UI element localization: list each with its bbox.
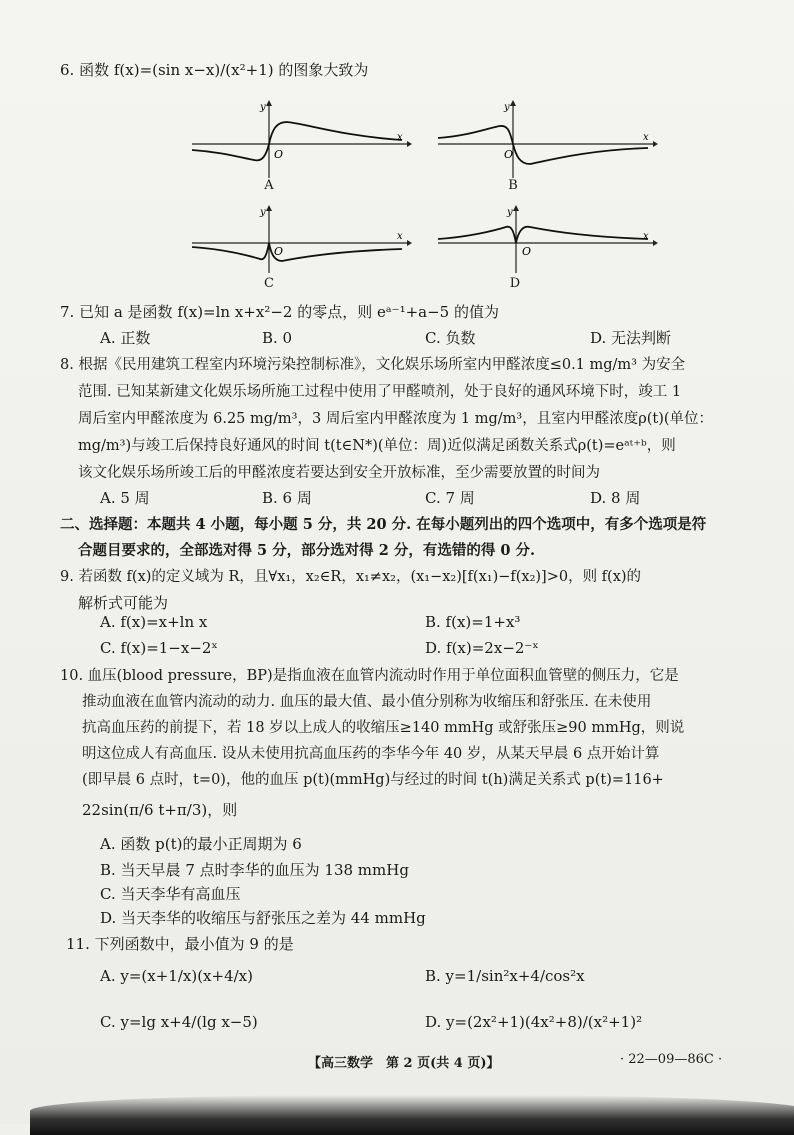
q10-option-a: A. 函数 p(t)的最小正周期为 6 — [100, 835, 302, 853]
q9-line-1: 9. 若函数 f(x)的定义域为 R，且∀x₁，x₂∈R，x₁≠x₂，(x₁−x₂)[f(x₁)−f(x₂)]>0，则 f(x)的 — [60, 569, 642, 585]
q9-option-a: A. f(x)=x+ln x — [100, 613, 208, 631]
graph-d — [438, 205, 658, 275]
graph-b-origin: O — [504, 148, 514, 161]
graph-a-x-label: x — [397, 132, 403, 143]
graph-d-x-label: x — [643, 231, 649, 242]
q10-line-1: 10. 血压(blood pressure，BP)是指血液在血管内流动时作用于单位面积血管壁的侧压力，它是 — [60, 668, 679, 684]
graph-b-y-label: y — [504, 102, 510, 113]
q9-option-c: C. f(x)=1−x−2ˣ — [100, 639, 218, 657]
q7-option-d: D. 无法判断 — [590, 329, 672, 347]
q11-stem: 11. 下列函数中，最小值为 9 的是 — [66, 935, 294, 953]
graph-c-y-label: y — [260, 207, 266, 218]
q11-option-b: B. y=1/sin²x+4/cos²x — [425, 967, 585, 985]
section2-line-1: 二、选择题：本题共 4 小题，每小题 5 分，共 20 分. 在每小题列出的四个选项中，有多个选项是符 — [60, 516, 707, 533]
q10-line-5: (即早晨 6 点时，t=0)，他的血压 p(t)(mmHg)与经过的时间 t(h)满足关系式 p(t)=116+ — [82, 772, 664, 788]
q9-option-b: B. f(x)=1+x³ — [425, 613, 521, 631]
footer-code: · 22—09—86C · — [620, 1052, 723, 1067]
graph-c-x-label: x — [397, 231, 403, 242]
q10-line-2: 推动血液在血管内流动的动力. 血压的最大值、最小值分别称为收缩压和舒张压. 在未使用 — [82, 694, 652, 710]
q6-stem: 6. 函数 f(x)=(sin x−x)/(x²+1) 的图象大致为 — [60, 61, 369, 79]
q8-option-b: B. 6 周 — [262, 489, 312, 507]
q8-option-c: C. 7 周 — [425, 489, 475, 507]
q8-option-d: D. 8 周 — [590, 489, 641, 507]
q7-option-c: C. 负数 — [425, 329, 476, 347]
q8-line-2: 范围. 已知某新建文化娱乐场所施工过程中使用了甲醛喷剂，处于良好的通风环境下时，竣工 1 — [78, 384, 682, 400]
q10-option-d: D. 当天李华的收缩压与舒张压之差为 44 mmHg — [100, 909, 426, 927]
q8-line-3: 周后室内甲醛浓度为 6.25 mg/m³，3 周后室内甲醛浓度为 1 mg/m³，且室内甲醛浓度ρ(t)(单位： — [78, 411, 714, 427]
q10-option-c: C. 当天李华有高血压 — [100, 885, 241, 903]
graph-a — [192, 100, 412, 180]
graph-a-label: A — [264, 178, 274, 193]
q7-option-a: A. 正数 — [100, 329, 151, 347]
q10-line-4: 明这位成人有高血压. 设从未使用抗高血压药的李华今年 40 岁，从某天早晨 6 点开始计算 — [82, 746, 660, 762]
graph-b — [438, 100, 658, 180]
q7-stem: 7. 已知 a 是函数 f(x)=ln x+x²−2 的零点，则 eᵃ⁻¹+a−5 的值为 — [60, 303, 499, 321]
graph-b-label: B — [508, 178, 518, 193]
graph-d-origin: O — [522, 245, 532, 258]
graph-a-y-label: y — [260, 102, 266, 113]
q7-option-b: B. 0 — [262, 329, 293, 347]
graph-c-label: C — [264, 276, 274, 291]
footer-page-label: 【高三数学 第 2 页(共 4 页)】 — [308, 1056, 500, 1071]
q11-option-a: A. y=(x+1/x)(x+4/x) — [100, 967, 253, 985]
q8-option-a: A. 5 周 — [100, 489, 150, 507]
graph-c — [192, 205, 412, 275]
graph-c-origin: O — [274, 245, 284, 258]
q11-option-d: D. y=(2x²+1)(4x²+8)/(x²+1)² — [425, 1013, 643, 1031]
q8-line-4: mg/m³)与竣工后保持良好通风的时间 t(t∈N*)(单位：周)近似满足函数关系式ρ(t)=eᵃᵗ⁺ᵇ，则 — [78, 438, 676, 454]
graph-d-y-label: y — [507, 207, 513, 218]
scan-shadow — [30, 1095, 794, 1135]
q9-option-d: D. f(x)=2x−2⁻ˣ — [425, 639, 539, 657]
graph-b-x-label: x — [643, 132, 649, 143]
q8-line-5: 该文化娱乐场所竣工后的甲醛浓度若要达到安全开放标准，至少需要放置的时间为 — [78, 465, 600, 481]
section2-line-2: 合题目要求的，全部选对得 5 分，部分选对得 2 分，有选错的得 0 分. — [78, 542, 536, 559]
q10-option-b: B. 当天早晨 7 点时李华的血压为 138 mmHg — [100, 861, 409, 879]
graph-d-label: D — [509, 276, 521, 291]
q9-line-2: 解析式可能为 — [78, 594, 169, 612]
q10-line-6: 22sin(π/6 t+π/3)，则 — [82, 801, 238, 819]
q11-option-c: C. y=lg x+4/(lg x−5) — [100, 1013, 258, 1031]
q8-line-1: 8. 根据《民用建筑工程室内环境污染控制标准》，文化娱乐场所室内甲醛浓度≤0.1 mg/m³ 为安全 — [60, 357, 686, 373]
graph-a-origin: O — [274, 148, 284, 161]
q10-line-3: 抗高血压药的前提下，若 18 岁以上成人的收缩压≥140 mmHg 或舒张压≥90 mmHg，则说 — [82, 720, 685, 736]
